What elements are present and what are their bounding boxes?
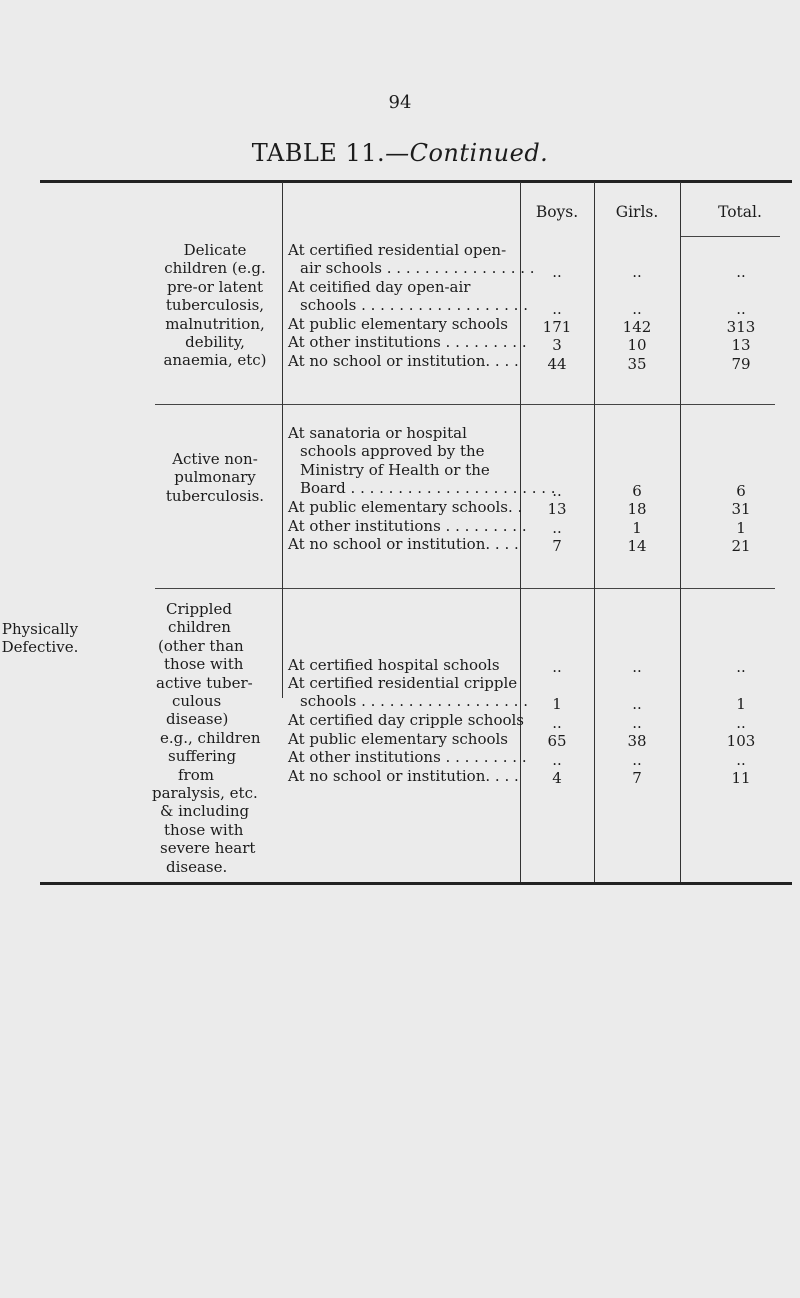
cell-girls: ..	[632, 695, 642, 713]
category-line: e.g., children	[160, 728, 261, 747]
cell-boys: ..	[552, 263, 562, 281]
row-label-line: schools . . . . . . . . . . . . . . . . . .	[300, 692, 528, 711]
category-line: pre-or latent	[166, 277, 264, 296]
col-rule-girls	[594, 182, 595, 882]
col-header-boys: Boys.	[535, 203, 579, 221]
category-line: Crippled	[166, 600, 232, 618]
table-title-main: TABLE 11.	[251, 139, 386, 167]
category-line: tuberculosis.	[165, 486, 265, 505]
cell-girls: 10	[627, 336, 647, 354]
cell-girls: ..	[632, 751, 642, 769]
cell-total: ..	[736, 714, 746, 732]
row-label: At certified day cripple schools	[288, 711, 525, 729]
category-line: Delicate	[183, 241, 247, 259]
cell-total: 31	[731, 500, 751, 518]
cell-girls: 38	[627, 732, 647, 750]
section-2-rule	[155, 588, 775, 589]
group-label	[0, 620, 80, 657]
table-title	[0, 139, 800, 167]
category-line: culous	[172, 692, 222, 711]
row-label: At other institutions . . . . . . . . .	[288, 333, 527, 351]
cell-girls: ..	[632, 300, 642, 318]
cell-girls: 6	[632, 482, 642, 500]
category-line: debility,	[185, 333, 245, 352]
cell-girls: 142	[622, 318, 652, 336]
row-label-line: At sanatoria or hospital	[288, 424, 467, 442]
cell-total: 79	[731, 355, 751, 373]
category-line: those with	[164, 820, 244, 839]
category-line: suffering	[168, 747, 237, 766]
cell-boys: 4	[552, 769, 562, 787]
cell-total: 1	[736, 695, 746, 713]
category-line: active tuber-	[156, 673, 253, 692]
col-rule-total	[680, 182, 681, 882]
row-label: At public elementary schools	[288, 730, 509, 748]
row-label-line: At certified residential open-	[288, 241, 507, 259]
category-line: paralysis, etc.	[152, 784, 258, 803]
cell-total: 103	[726, 732, 756, 750]
row-label-line: schools approved by the	[300, 442, 485, 461]
col-header-girls: Girls.	[615, 203, 659, 221]
category-line: (other than	[158, 636, 244, 655]
cell-boys: ..	[552, 714, 562, 732]
row-label	[288, 241, 535, 278]
category-line: disease.	[166, 857, 228, 876]
cell-boys: 13	[547, 500, 567, 518]
category-line: & including	[160, 802, 250, 821]
group-label-line: Physically	[1, 620, 79, 638]
cell-boys: 3	[552, 336, 562, 354]
cell-total: ..	[736, 658, 746, 676]
cell-total: ..	[736, 300, 746, 318]
row-label: At public elementary schools	[288, 315, 509, 333]
row-label-line: air schools . . . . . . . . . . . . . . . .	[300, 259, 535, 278]
category-line: children	[168, 618, 231, 637]
row-label: At no school or institution. . . .	[288, 535, 519, 553]
category-line: severe heart	[160, 839, 256, 858]
cell-boys: 1	[552, 695, 562, 713]
cell-girls: 18	[627, 500, 647, 518]
row-label-line: Board . . . . . . . . . . . . . . . . . . . . . .	[300, 479, 556, 498]
section-3-category	[150, 600, 280, 876]
cell-girls: ..	[632, 263, 642, 281]
row-label-line: Ministry of Health or the	[300, 460, 490, 479]
category-line: from	[178, 765, 214, 784]
row-label-line: At ceitified day open-air	[288, 278, 471, 296]
table-bottom-rule	[40, 882, 792, 885]
category-line: anaemia, etc)	[163, 351, 267, 370]
cell-girls: 14	[627, 537, 647, 555]
cell-total: 1	[736, 519, 746, 537]
group-label-line: Defective.	[1, 638, 79, 657]
cell-total: 21	[731, 537, 751, 555]
row-label: At certified hospital schools	[288, 656, 500, 674]
cell-boys: ..	[552, 658, 562, 676]
row-label: At public elementary schools. .	[288, 498, 523, 516]
cell-girls: 35	[627, 355, 647, 373]
cell-girls: ..	[632, 658, 642, 676]
section-1-rule	[155, 404, 775, 405]
category-line: those with	[164, 655, 244, 674]
row-label	[288, 424, 556, 498]
cell-total: ..	[736, 751, 746, 769]
category-line: Active non-	[172, 450, 258, 468]
cell-total: ..	[736, 263, 746, 281]
cell-total: 11	[731, 769, 751, 787]
cell-girls: 7	[632, 769, 642, 787]
cell-boys: 171	[542, 318, 572, 336]
cell-boys: ..	[552, 300, 562, 318]
row-label: At no school or institution. . . .	[288, 352, 519, 370]
category-line: children (e.g.	[164, 259, 266, 278]
row-label: At no school or institution. . . .	[288, 767, 519, 785]
section-1-category	[145, 241, 285, 370]
cell-boys: ..	[552, 519, 562, 537]
row-label-line: At certified residential cripple	[288, 674, 518, 692]
cell-girls: 1	[632, 519, 642, 537]
col-header-total: Total.	[718, 203, 762, 221]
row-label-line: schools . . . . . . . . . . . . . . . . . .	[300, 296, 528, 315]
cell-total: 6	[736, 482, 746, 500]
header-total-rule	[680, 236, 780, 237]
row-label	[288, 674, 528, 711]
section-2-category	[145, 450, 285, 505]
cell-boys: ..	[552, 751, 562, 769]
table-title-continued: —Continued.	[385, 139, 549, 167]
row-label: At other institutions . . . . . . . . .	[288, 748, 527, 766]
row-label	[288, 278, 528, 315]
category-line: malnutrition,	[165, 314, 265, 333]
cell-boys: ..	[552, 482, 562, 500]
cell-girls: ..	[632, 714, 642, 732]
category-line: disease)	[166, 710, 229, 729]
page-number: 94	[388, 92, 412, 113]
row-label: At other institutions . . . . . . . . .	[288, 517, 527, 535]
category-line: pulmonary	[174, 468, 256, 487]
cell-boys: 7	[552, 537, 562, 555]
cell-total: 13	[731, 336, 751, 354]
category-line: tuberculosis,	[165, 296, 265, 315]
cell-total: 313	[726, 318, 756, 336]
cell-boys: 44	[547, 355, 567, 373]
cell-boys: 65	[547, 732, 567, 750]
